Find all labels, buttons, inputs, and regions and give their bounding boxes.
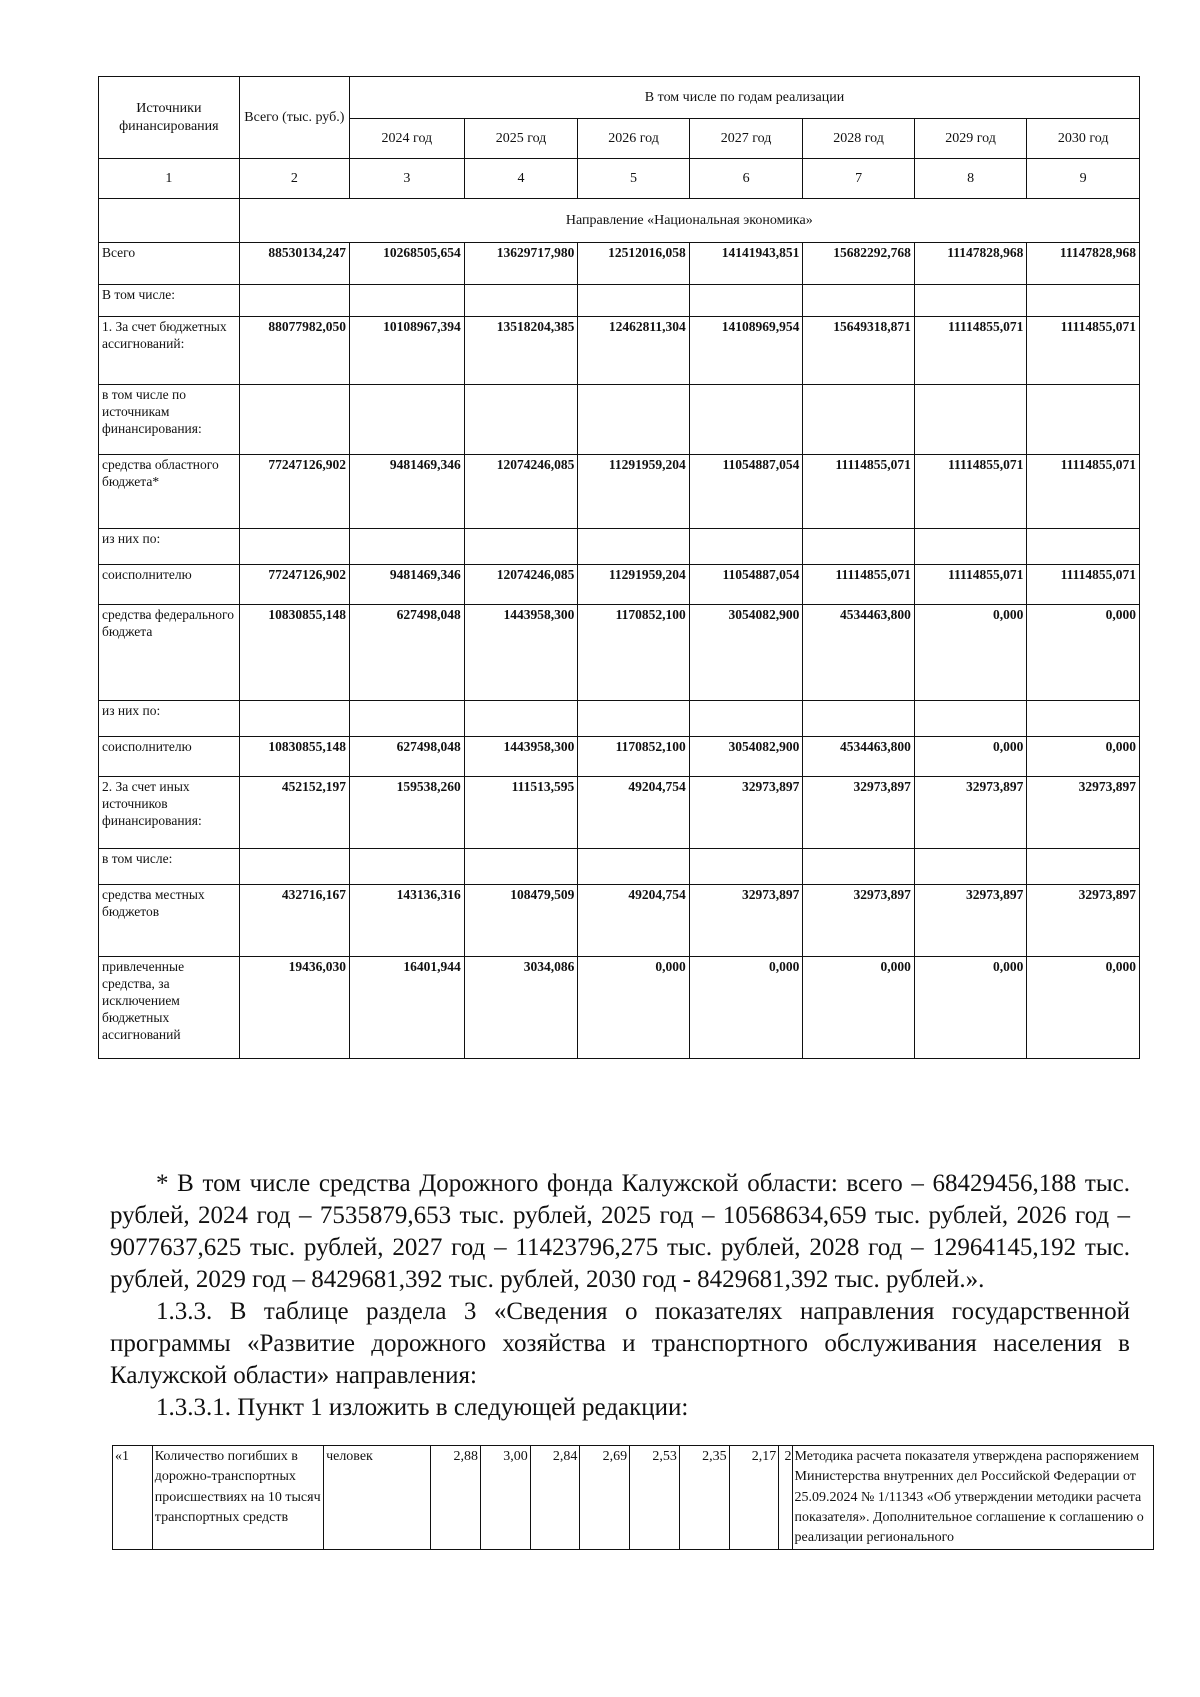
row-value xyxy=(1027,701,1140,737)
row-value xyxy=(350,529,465,565)
row-value xyxy=(578,701,689,737)
row-value: 11147828,968 xyxy=(1027,243,1140,285)
row-value xyxy=(689,529,803,565)
row-value: 432716,167 xyxy=(239,885,349,957)
row-value xyxy=(239,849,349,885)
row-value: 15649318,871 xyxy=(803,317,914,385)
indicator-value: 2,84 xyxy=(530,1446,580,1550)
row-value xyxy=(803,849,914,885)
row-label: в том числе по источникам финансирования: xyxy=(99,385,240,455)
row-value xyxy=(914,849,1027,885)
header-year: 2029 год xyxy=(914,119,1027,159)
row-value: 32973,897 xyxy=(689,777,803,849)
row-value xyxy=(803,285,914,317)
column-number: 1 xyxy=(99,159,240,199)
column-number: 8 xyxy=(914,159,1027,199)
table-row xyxy=(99,957,1140,1059)
row-value: 77247126,902 xyxy=(239,455,349,529)
empty-cell xyxy=(99,199,240,243)
column-number: 5 xyxy=(578,159,689,199)
row-value xyxy=(350,701,465,737)
row-value: 15682292,768 xyxy=(803,243,914,285)
row-value: 11114855,071 xyxy=(803,455,914,529)
row-label: средства федерального бюджета xyxy=(99,605,240,701)
row-value: 452152,197 xyxy=(239,777,349,849)
column-number: 6 xyxy=(689,159,803,199)
row-value: 88077982,050 xyxy=(239,317,349,385)
header-sources: Источники финансирования xyxy=(99,77,240,159)
row-value: 0,000 xyxy=(578,957,689,1059)
row-label: В том числе: xyxy=(99,285,240,317)
indicator-table xyxy=(112,1445,1154,1550)
table-row xyxy=(99,737,1140,777)
header-year: 2030 год xyxy=(1027,119,1140,159)
row-value: 9481469,346 xyxy=(350,565,465,605)
row-value: 14141943,851 xyxy=(689,243,803,285)
row-value: 12074246,085 xyxy=(464,565,578,605)
row-value: 0,000 xyxy=(914,737,1027,777)
row-value: 32973,897 xyxy=(914,777,1027,849)
row-value xyxy=(578,529,689,565)
row-label: средства областного бюджета* xyxy=(99,455,240,529)
table-row xyxy=(99,701,1140,737)
row-value xyxy=(689,285,803,317)
row-value xyxy=(464,385,578,455)
row-value xyxy=(464,529,578,565)
direction-title: Направление «Национальная экономика» xyxy=(239,199,1139,243)
row-value xyxy=(914,529,1027,565)
row-value: 108479,509 xyxy=(464,885,578,957)
row-label: средства местных бюджетов xyxy=(99,885,240,957)
row-value: 32973,897 xyxy=(1027,777,1140,849)
row-value xyxy=(803,529,914,565)
row-label: соисполнителю xyxy=(99,737,240,777)
row-value xyxy=(1027,385,1140,455)
row-value: 49204,754 xyxy=(578,885,689,957)
table-row xyxy=(113,1446,1154,1550)
row-value: 143136,316 xyxy=(350,885,465,957)
row-value: 32973,897 xyxy=(803,885,914,957)
row-value xyxy=(464,701,578,737)
column-number: 2 xyxy=(239,159,349,199)
row-label: 2. За счет иных источников финансирования: xyxy=(99,777,240,849)
row-value: 0,000 xyxy=(914,957,1027,1059)
row-value xyxy=(239,385,349,455)
row-value: 19436,030 xyxy=(239,957,349,1059)
footnote-text: * В том числе средства Дорожного фонда Калужской области: всего – 68429456,188 тыс. рублей, 2024 год – 7535879,653 тыс. рублей, 2025 год – 10568634,659 тыс. рублей, 2026 год – 9077637,625 тыс. рублей, 2027 год – 11423796,275 тыс. рублей, 2028 год – 12964145,192 тыс. рублей, 2029 год – 8429681,392 тыс. рублей, 2030 год - 8429681,392 тыс. рублей.». xyxy=(110,1170,1130,1293)
header-year: 2028 год xyxy=(803,119,914,159)
paragraph-1-3-3-1: 1.3.3.1. Пункт 1 изложить в следующей редакции: xyxy=(156,1394,689,1421)
row-value xyxy=(350,285,465,317)
row-value: 11114855,071 xyxy=(914,455,1027,529)
row-value: 12512016,058 xyxy=(578,243,689,285)
column-number: 7 xyxy=(803,159,914,199)
row-value: 3034,086 xyxy=(464,957,578,1059)
row-value xyxy=(239,285,349,317)
row-value xyxy=(689,385,803,455)
row-value: 3054082,900 xyxy=(689,737,803,777)
row-value xyxy=(1027,849,1140,885)
row-value: 16401,944 xyxy=(350,957,465,1059)
row-value xyxy=(239,701,349,737)
row-value: 11114855,071 xyxy=(1027,317,1140,385)
row-value: 12074246,085 xyxy=(464,455,578,529)
row-value: 11114855,071 xyxy=(803,565,914,605)
row-value: 159538,260 xyxy=(350,777,465,849)
row-value: 0,000 xyxy=(689,957,803,1059)
text-block xyxy=(110,1168,1130,1424)
table-row xyxy=(99,605,1140,701)
table-row xyxy=(99,385,1140,455)
row-value xyxy=(1027,285,1140,317)
row-value: 0,000 xyxy=(1027,737,1140,777)
row-value xyxy=(578,385,689,455)
row-value: 0,000 xyxy=(803,957,914,1059)
paragraph-1-3-3: 1.3.3. В таблице раздела 3 «Сведения о показателях направления государственной программы «Развитие дорожного хозяйства и транспортного обслуживания населения в Калужской области» направления: xyxy=(110,1298,1130,1389)
row-value: 627498,048 xyxy=(350,737,465,777)
indicator-number: «1 xyxy=(113,1446,153,1550)
row-value: 14108969,954 xyxy=(689,317,803,385)
table-row xyxy=(99,455,1140,529)
row-value xyxy=(914,385,1027,455)
row-value xyxy=(803,701,914,737)
row-value: 10830855,148 xyxy=(239,605,349,701)
table-row xyxy=(99,243,1140,285)
row-value: 0,000 xyxy=(1027,957,1140,1059)
table-row xyxy=(99,849,1140,885)
row-value: 1443958,300 xyxy=(464,737,578,777)
row-value: 1170852,100 xyxy=(578,605,689,701)
row-value xyxy=(689,701,803,737)
header-years-caption: В том числе по годам реализации xyxy=(350,77,1140,119)
row-value: 13629717,980 xyxy=(464,243,578,285)
row-value: 49204,754 xyxy=(578,777,689,849)
row-value xyxy=(464,285,578,317)
row-value: 111513,595 xyxy=(464,777,578,849)
row-value: 32973,897 xyxy=(689,885,803,957)
row-value: 77247126,902 xyxy=(239,565,349,605)
row-label: Всего xyxy=(99,243,240,285)
header-year: 2027 год xyxy=(689,119,803,159)
column-number: 4 xyxy=(464,159,578,199)
row-value xyxy=(803,385,914,455)
row-value: 10268505,654 xyxy=(350,243,465,285)
table-row xyxy=(99,777,1140,849)
row-value: 0,000 xyxy=(1027,605,1140,701)
row-value: 10108967,394 xyxy=(350,317,465,385)
row-value xyxy=(350,849,465,885)
header-year: 2025 год xyxy=(464,119,578,159)
row-value: 32973,897 xyxy=(803,777,914,849)
indicator-value: 2,53 xyxy=(630,1446,680,1550)
indicator-name: Количество погибших в дорожно-транспортных происшествиях на 10 тысяч транспортных средств xyxy=(152,1446,323,1550)
row-value: 0,000 xyxy=(914,605,1027,701)
row-value: 32973,897 xyxy=(914,885,1027,957)
row-value: 4534463,800 xyxy=(803,605,914,701)
column-number: 3 xyxy=(350,159,465,199)
indicator-unit: человек xyxy=(324,1446,431,1550)
row-value xyxy=(1027,529,1140,565)
row-value: 88530134,247 xyxy=(239,243,349,285)
row-value: 11114855,071 xyxy=(914,317,1027,385)
row-label: из них по: xyxy=(99,701,240,737)
indicator-value: 3,00 xyxy=(480,1446,530,1550)
header-year: 2024 год xyxy=(350,119,465,159)
table-row xyxy=(99,317,1140,385)
row-label: в том числе: xyxy=(99,849,240,885)
row-value xyxy=(350,385,465,455)
row-label: соисполнителю xyxy=(99,565,240,605)
row-value: 4534463,800 xyxy=(803,737,914,777)
row-value: 10830855,148 xyxy=(239,737,349,777)
row-value xyxy=(914,701,1027,737)
header-year: 2026 год xyxy=(578,119,689,159)
indicator-value: 2,35 xyxy=(679,1446,729,1550)
indicator-value: 2,69 xyxy=(580,1446,630,1550)
table-row xyxy=(99,285,1140,317)
header-total: Всего (тыс. руб.) xyxy=(239,77,349,159)
row-value: 11291959,204 xyxy=(578,565,689,605)
row-label: привлеченные средства, за исключением бюджетных ассигнований xyxy=(99,957,240,1059)
table-row xyxy=(99,885,1140,957)
row-value: 627498,048 xyxy=(350,605,465,701)
table-row xyxy=(99,565,1140,605)
row-value: 11054887,054 xyxy=(689,455,803,529)
indicator-value: 2 xyxy=(779,1446,792,1550)
row-value: 1443958,300 xyxy=(464,605,578,701)
row-label: 1. За счет бюджетных ассигнований: xyxy=(99,317,240,385)
row-value xyxy=(914,285,1027,317)
indicator-value: 2,17 xyxy=(729,1446,779,1550)
indicator-value: 2,88 xyxy=(431,1446,481,1550)
row-value: 11114855,071 xyxy=(1027,565,1140,605)
financing-table xyxy=(98,76,1140,1059)
indicator-method: Методика расчета показателя утверждена распоряжением Министерства внутренних дел Российской Федерации от 25.09.2024 № 1/11343 «Об утверждении методики расчета показателя». Дополнительное соглашение к соглашению о реализации регионального xyxy=(792,1446,1153,1550)
row-label: из них по: xyxy=(99,529,240,565)
row-value xyxy=(239,529,349,565)
row-value: 11291959,204 xyxy=(578,455,689,529)
row-value: 1170852,100 xyxy=(578,737,689,777)
row-value: 32973,897 xyxy=(1027,885,1140,957)
row-value: 11147828,968 xyxy=(914,243,1027,285)
row-value: 9481469,346 xyxy=(350,455,465,529)
row-value xyxy=(464,849,578,885)
row-value: 11054887,054 xyxy=(689,565,803,605)
row-value xyxy=(689,849,803,885)
row-value: 11114855,071 xyxy=(1027,455,1140,529)
row-value xyxy=(578,285,689,317)
column-number: 9 xyxy=(1027,159,1140,199)
row-value: 11114855,071 xyxy=(914,565,1027,605)
row-value: 3054082,900 xyxy=(689,605,803,701)
table-row xyxy=(99,529,1140,565)
row-value: 12462811,304 xyxy=(578,317,689,385)
row-value: 13518204,385 xyxy=(464,317,578,385)
row-value xyxy=(578,849,689,885)
